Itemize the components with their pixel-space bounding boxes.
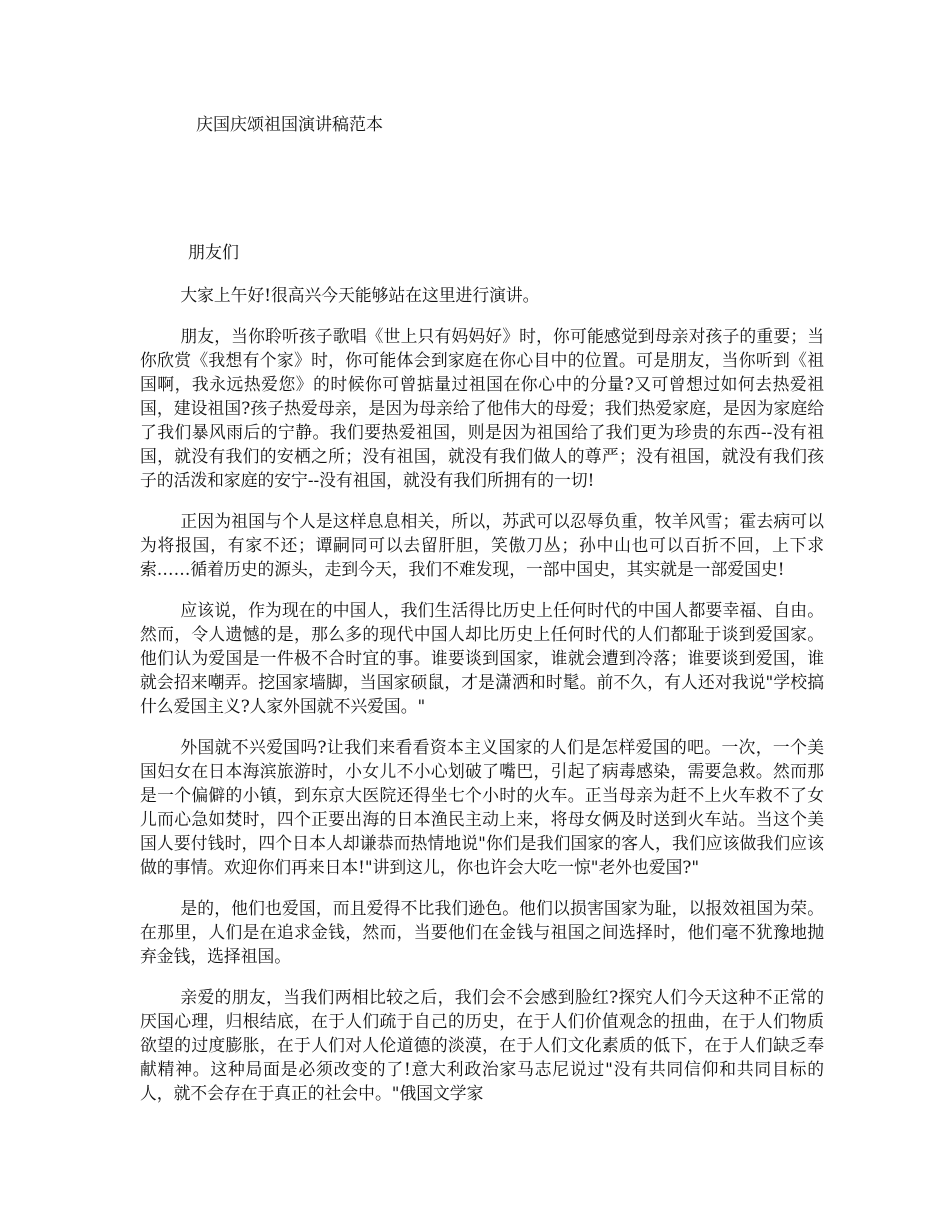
paragraph-modern-attitude: 应该说，作为现在的中国人，我们生活得比历史上任何时代的中国人都要幸福、自由。然而，令人遗憾的是，那么多的现代中国人却比历史上任何时代的人们都耻于谈到爱国家。他们认为爱国是一件极不合时宜的事。谁要谈到国家，谁就会遭到冷落；谁要谈到爱国，谁就会招来嘲弄。挖国家墙脚，当国家硕鼠，才是潇洒和时髦。前不久，有人还对我说"学校搞什么爱国主义?人家外国就不兴爱国。": [140, 600, 824, 716]
document-title: 庆国庆颂祖国演讲稿范本: [196, 115, 383, 135]
paragraph-japan-story: 外国就不兴爱国吗?让我们来看看资本主义国家的人们是怎样爱国的吧。一次，一个美国妇女在日本海滨旅游时，小女儿不小心划破了嘴巴，引起了病毒感染，需要急救。然而那是一个偏僻的小镇，到东京大医院还得坐七个小时的火车。正当母亲为赶不上火车救不了女儿而心急如焚时，四个正要出海的日本渔民主动上来，将母女俩及时送到火车站。当这个美国人要付钱时，四个日本人却谦恭而热情地说"你们是我们国家的客人，我们应该做我们应该做的事情。欢迎你们再来日本!"讲到这儿，你也许会大吃一惊"老外也爱国?": [140, 737, 824, 877]
document-body: [140, 283, 824, 1122]
greeting: 朋友们: [188, 243, 239, 263]
paragraph-foreign-patriotism: 是的，他们也爱国，而且爱得不比我们逊色。他们以损害国家为耻，以报效祖国为荣。在那里，人们是在追求金钱，然而，当要他们在金钱与祖国之间选择时，他们毫不犹豫地抛弃金钱，选择祖国。: [140, 898, 824, 966]
paragraph-opening: 大家上午好!很高兴今天能够站在这里进行演讲。: [180, 285, 540, 305]
paragraph-motherland-value: 朋友，当你聆听孩子歌唱《世上只有妈妈好》时，你可能感觉到母亲对孩子的重要；当你欣赏《我想有个家》时，你可能体会到家庭在你心目中的位置。可是朋友，当你听到《祖国啊，我永远热爱您》的时候你可曾掂量过祖国在你心中的分量?又可曾想过如何去热爱祖国，建设祖国?孩子热爱母亲，是因为母亲给了他伟大的母爱；我们热爱家庭，是因为家庭给了我们暴风雨后的宁静。我们要热爱祖国，则是因为祖国给了我们更为珍贵的东西--没有祖国，就没有我们的安栖之所；没有祖国，就没有我们做人的尊严；没有祖国，就没有我们孩子的活泼和家庭的安宁--没有祖国，就没有我们所拥有的一切!: [140, 326, 824, 490]
paragraph-history: 正因为祖国与个人是这样息息相关，所以，苏武可以忍辱负重，牧羊风雪；霍去病可以为将报国，有家不还；谭嗣同可以去留肝胆，笑傲刀丛；孙中山也可以百折不回，上下求索……循着历史的源头，走到今天，我们不难发现，一部中国史，其实就是一部爱国史!: [140, 511, 824, 579]
paragraph-reflection: 亲爱的朋友，当我们两相比较之后，我们会不会感到脸红?探究人们今天这种不正常的厌国心理，归根结底，在于人们疏于自己的历史，在于人们价值观念的扭曲，在于人们物质欲望的过度膨胀，在于人们对人伦道德的淡漠，在于人们文化素质的低下，在于人们缺乏奉献精神。这种局面是必须改变的了!意大利政治家马志尼说过"没有共同信仰和共同目标的人，就不会存在于真正的社会中。"俄国文学家: [140, 987, 824, 1103]
